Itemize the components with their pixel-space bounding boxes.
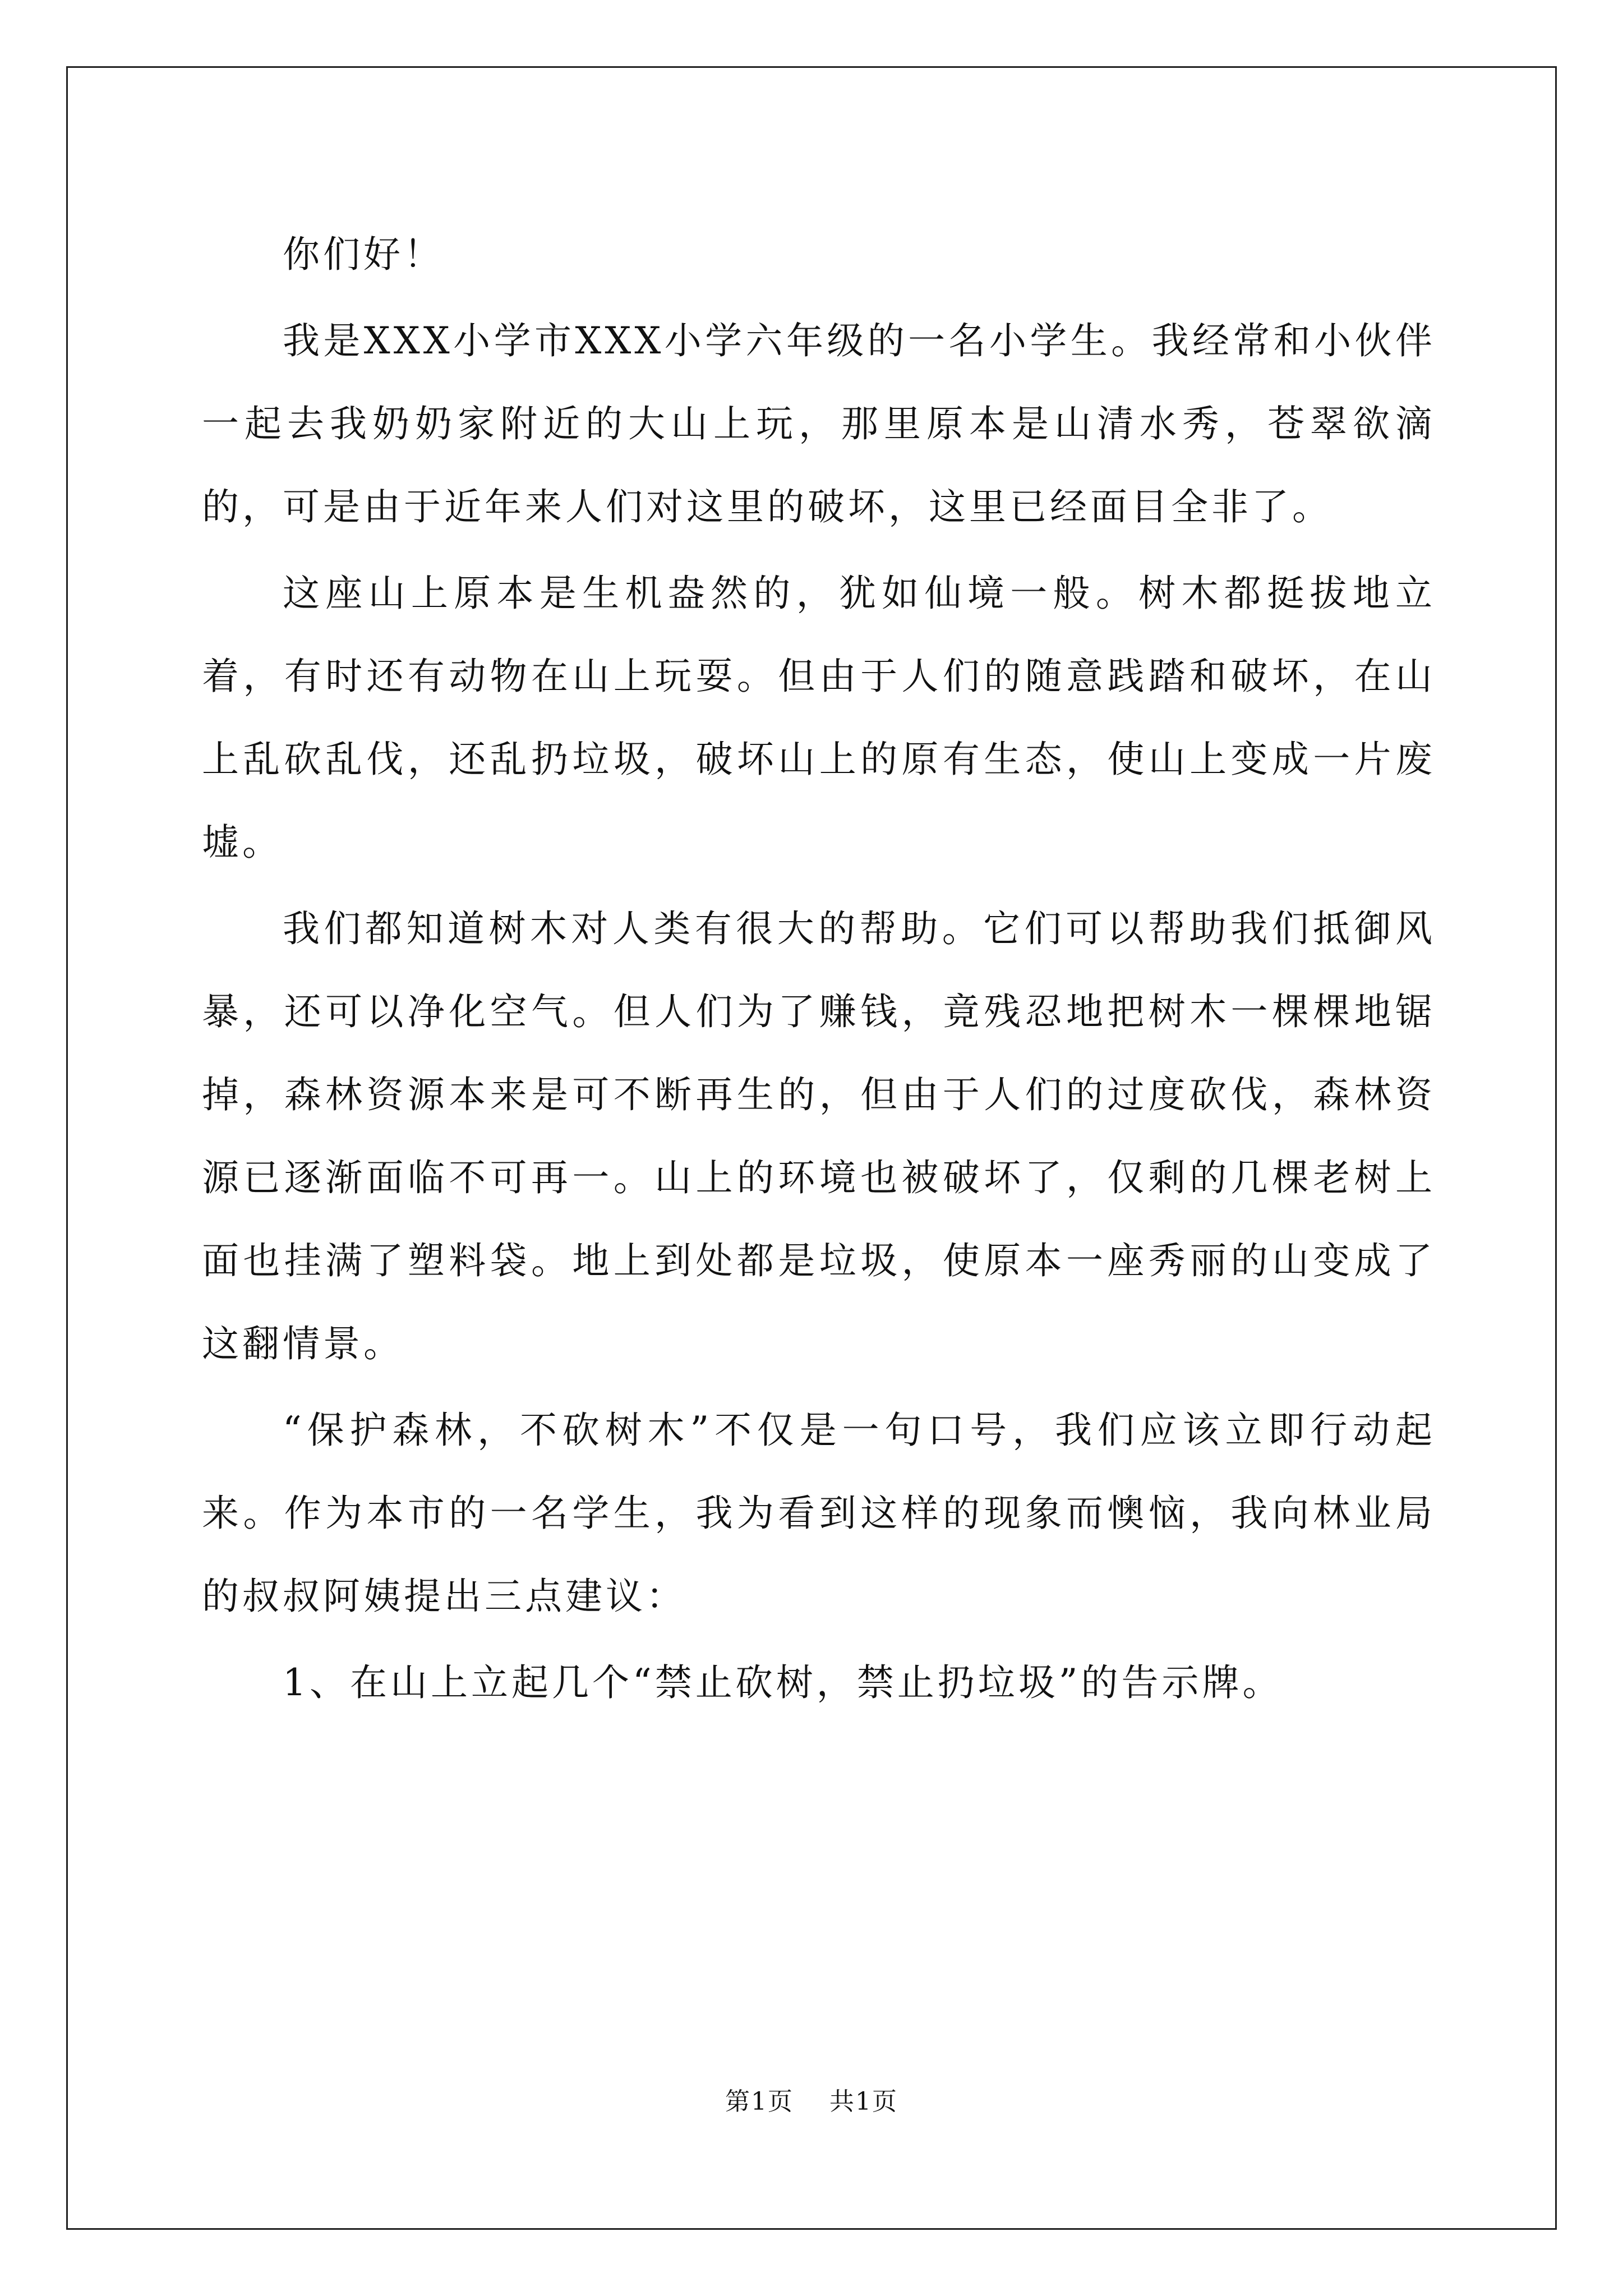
paragraph-trees-importance: 我们都知道树木对人类有很大的帮助。它们可以帮助我们抵御风暴，还可以净化空气。但人们为了赚钱，竟残忍地把树木一棵棵地锯掉，森林资源本来是可不断再生的，但由于人们的过度砍伐，森林资源已逐渐面临不可再一。山上的环境也被破坏了，仅剩的几棵老树上面也挂满了塑料袋。地上到处都是垃圾，使原本一座秀丽的山变成了这翻情景。 <box>202 907 1436 1365</box>
paragraph-call-to-action: “保护森林，不砍树木”不仅是一句口号，我们应该立即行动起来。作为本市的一名学生，我为看到这样的现象而懊恼，我向林业局的叔叔阿姨提出三点建议： <box>202 1409 1436 1618</box>
letter-body <box>202 213 1436 1728</box>
page-footer <box>0 2081 1623 2117</box>
page-total: 共1页 <box>829 2087 898 2116</box>
paragraph-mountain-description: 这座山上原本是生机盎然的，犹如仙境一般。树木都挺拔地立着，有时还有动物在山上玩耍。但由于人们的随意践踏和破坏，在山上乱砍乱伐，还乱扔垃圾，破坏山上的原有生态，使山上变成一片废墟。 <box>202 572 1436 864</box>
paragraph-introduction: 我是XXX小学市XXX小学六年级的一名小学生。我经常和小伙伴一起去我奶奶家附近的大山上玩，那里原本是山清水秀，苍翠欲滴的，可是由于近年来人们对这里的破坏，这里已经面目全非了。 <box>202 319 1436 528</box>
paragraph-suggestion-1: 1、在山上立起几个“禁止砍树，禁止扔垃圾”的告示牌。 <box>283 1661 1283 1704</box>
page-number: 第1页 <box>725 2087 794 2116</box>
paragraph-greeting: 你们好！ <box>283 233 444 276</box>
